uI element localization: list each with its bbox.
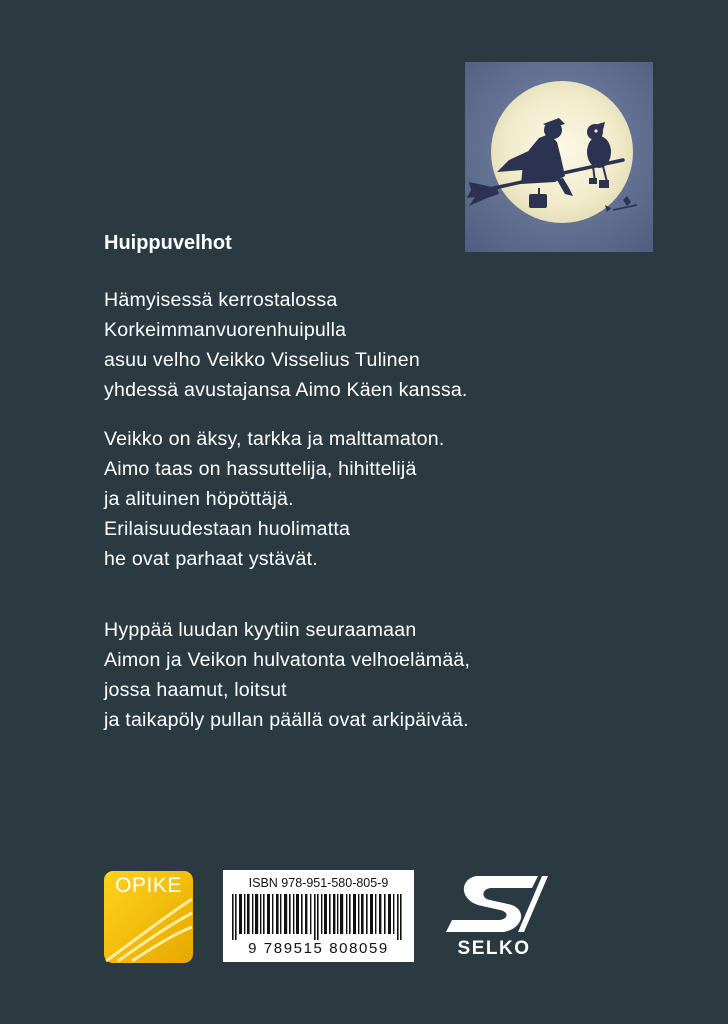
blurb-line: Korkeimmanvuorenhuipulla [104,319,347,341]
opike-logo [104,871,193,963]
blurb-line: Aimo taas on hassuttelija, hihittelijä [104,458,417,480]
blurb-line: yhdessä avustajansa Aimo Käen kanssa. [104,379,468,401]
selko-logo-mark-icon [438,870,550,940]
blurb-paragraph-3 [104,615,624,735]
blurb-line: he ovat parhaat ystävät. [104,548,318,570]
isbn-label: ISBN 978-951-580-805-9 [248,876,389,890]
blurb-line: Erilaisuudestaan huolimatta [104,518,351,540]
blurb-paragraph-2 [104,424,624,574]
blurb-line: ja taikapöly pullan päällä ovat arkipäivää. [104,709,469,731]
selko-logo [438,870,550,965]
blurb-line: Hyppää luudan kyytiin seuraamaan [104,619,417,641]
blurb-line: ja alituinen höpöttäjä. [104,488,294,510]
blurb-paragraph-1 [104,285,624,405]
book-title: Huippuvelhot [104,232,232,254]
barcode-bars [230,894,407,940]
blurb-line: Aimon ja Veikon hulvatonta velhoelämää, [104,649,471,671]
blurb-line: Veikko on äksy, tarkka ja malttamaton. [104,428,445,450]
blurb-line: jossa haamut, loitsut [104,679,287,701]
isbn-barcode [223,870,414,962]
selko-logo-text: SELKO [457,938,531,959]
cover-illustration [465,62,653,252]
opike-logo-text: OPIKE [115,874,182,897]
barcode-digits: 9 789515 808059 [248,940,389,957]
moon-witches-on-broom-illustration [465,62,653,252]
blurb-line: Hämyisessä kerrostalossa [104,289,338,311]
blurb-line: asuu velho Veikko Visselius Tulinen [104,349,420,371]
